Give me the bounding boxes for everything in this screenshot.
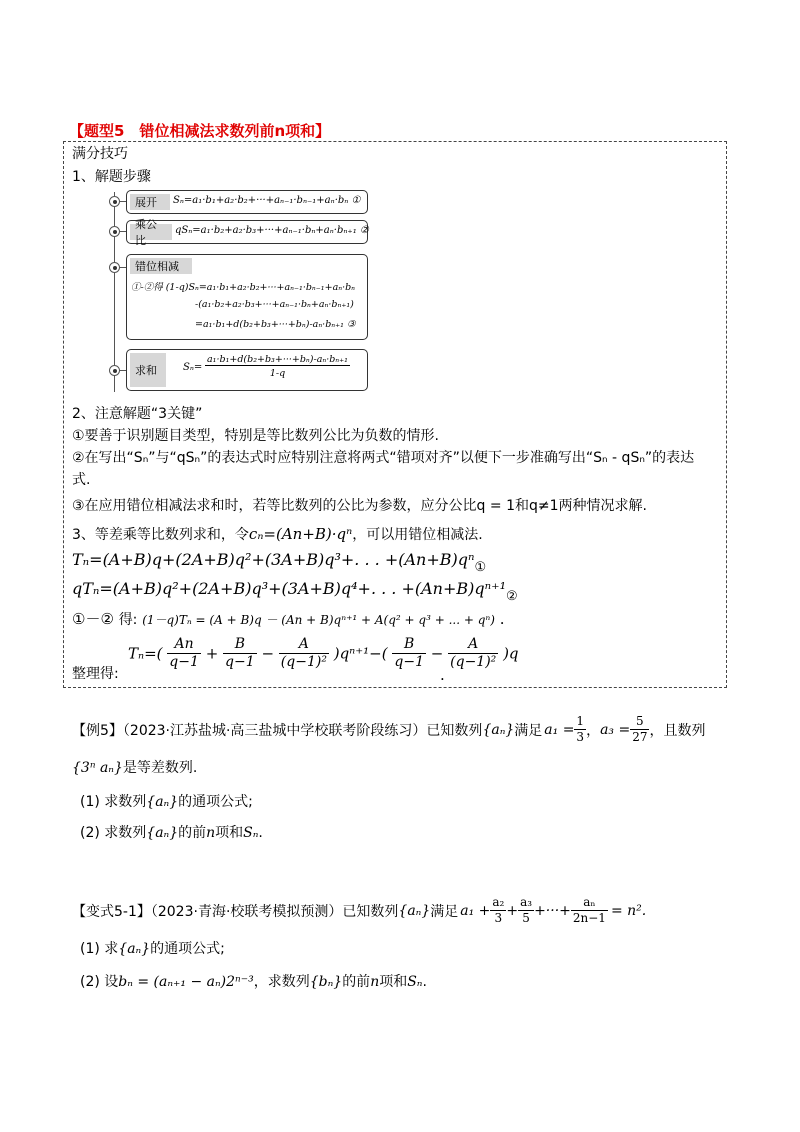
eq3-de: 得: [118, 612, 138, 628]
step3-suffix: ，可以用错位相减法. [352, 527, 483, 543]
example5-line2: {3ⁿ aₙ}是等差数列. [72, 760, 198, 776]
frac-a3: $\frac{5}{27}$ [632, 714, 648, 744]
step-formula-line: =a₁·b₁+d(b₂+b₃+···+bₙ)-aₙ·bₙ₊₁ ③ [195, 319, 356, 330]
variant5-1-line1: 【变式5-1】（2023·青海·校联考模拟预测）已知数列 {aₙ} 满足 a₁ + $\frac{\text{a₂}}{3}$ + $\frac{\text{a₃}}{5}$ +···+ $\frac{\text{aₙ}}{2n-1}$ = n². [72, 895, 647, 925]
step1-title: 1、解题步骤 [72, 169, 151, 185]
frac-a1: $\frac{1}{3}$ [576, 714, 585, 744]
example5-head: 【例5】（2023·江苏盐城·高三盐城中学校联考阶段练习）已知数列 [72, 722, 483, 739]
eq4-dot: . [440, 666, 445, 684]
example5-mid: 满足 [514, 722, 543, 739]
equation-3 [72, 608, 505, 629]
frac-a3: $\frac{\text{a₃}}{5}$ [520, 895, 533, 925]
key-point-2-cont: 式. [72, 472, 91, 488]
eq1-mark: ① [474, 560, 487, 575]
eq3-end: . [499, 610, 505, 628]
equation-2: qTₙ=(A+B)q²+(2A+B)q³+(3A+B)q⁴+. . . $+(An+B)q^{n+1}_②$ [72, 579, 518, 604]
section-title: 【题型5 错位相减法求数列前n项和】 [69, 122, 331, 140]
example5-line1: 【例5】（2023·江苏盐城·高三盐城中学校联考阶段练习）已知数列 {aₙ} 满足 a₁ = $\frac{1}{3}$ ， a₃ = $\frac{5}{27}$ ，且数列 [72, 714, 706, 744]
frac-a2: $\frac{\text{a₂}}{3}$ [492, 895, 505, 925]
example5-q2: (2) 求数列{aₙ}的前n项和Sₙ. [80, 825, 263, 841]
step-formula: qSₙ=a₁·b₂+a₂·b₃+···+aₙ₋₁·bₙ+aₙ·bₙ₊₁ ② [175, 225, 369, 236]
box-heading: 满分技巧 [72, 146, 128, 162]
steps-connector [114, 192, 115, 392]
variant-head: 【变式5-1】（2023·青海·校联考模拟预测）已知数列 [72, 903, 399, 920]
equation-4: Tₙ=( $\frac{An}{q-1}$ + $\frac{B}{q-1}$ − $\frac{A}{\text{(q−1)²}}$ )qⁿ⁺¹−( $\frac{B}{q-1}$ − $\frac{A}{\text{(q−1)²}}$ )q [128, 636, 519, 670]
sum-numerator: a₁·b₁+d(b₂+b₃+···+bₙ)-aₙ·bₙ₊₁ [207, 354, 348, 365]
eq3-prefix: ①－② [72, 610, 114, 628]
step-subtract [126, 254, 368, 340]
variant5-1-q2: (2) 设bₙ = (aₙ₊₁ − aₙ)2ⁿ⁻³，求数列{bₙ}的前n项和Sₙ. [80, 974, 427, 990]
step-label: 展开 [130, 194, 170, 210]
eq3-body: (1－q)Tₙ = (A + B)q － (An + B)qⁿ⁺¹ + A(q² + q³ + ... + qⁿ) [142, 613, 495, 627]
step-formula: Sₙ=a₁·b₁+a₂·b₂+···+aₙ₋₁·bₙ₋₁+aₙ·bₙ ① [173, 195, 361, 206]
step-label: 错位相减 [130, 258, 192, 274]
step-multiply [126, 218, 369, 247]
frac-b-2: $\frac{B}{q-1}$ [394, 636, 424, 670]
key-point-1: ①要善于识别题目类型，特别是等比数列公比为负数的情形. [72, 428, 439, 444]
frac-a: $\frac{A}{\text{(q−1)²}}$ [280, 636, 327, 670]
step3-cn: cₙ=(An+B)·qⁿ [248, 525, 353, 543]
key-point-3: ③在应用错位相减法求和时，若等比数列的公比为参数，应分公比q = 1和q≠1两种情况求解. [72, 498, 647, 514]
step3-line [72, 524, 483, 544]
step2-title: 2、注意解题“3关键” [72, 406, 203, 422]
step-label: 乘公比 [130, 224, 172, 240]
variant5-1-q1: (1) 求{aₙ}的通项公式; [80, 941, 225, 957]
equation-1: Tₙ=(A+B)q+(2A+B)q²+(3A+B)q³+. . . +(An+B)qⁿ$_①$ [72, 550, 487, 575]
step-label: 求和 [130, 353, 166, 387]
eq2-mark: ② [505, 589, 518, 604]
summary-label: 整理得: [72, 666, 119, 682]
step-sum [126, 349, 368, 391]
frac-b: $\frac{B}{q-1}$ [225, 636, 255, 670]
step-formula-line: ①-②得 (1-q)Sₙ=a₁·b₁+a₂·b₂+···+aₙ₋₁·bₙ₋₁+aₙ·bₙ [131, 282, 356, 293]
step3-prefix: 3、等差乘等比数列求和，令 [72, 527, 249, 543]
step-expand [126, 190, 368, 214]
frac-an: $\frac{An}{q-1}$ [169, 636, 199, 670]
key-point-2: ②在写出“Sₙ”与“qSₙ”的表达式时应特别注意将两式“错项对齐”以便下一步准确写出“Sₙ - qSₙ”的表达 [72, 450, 695, 466]
step-formula-line: -(a₁·b₂+a₂·b₃+···+aₙ₋₁·bₙ+aₙ·bₙ₊₁) [195, 299, 354, 310]
example5-q1: (1) 求数列{aₙ}的通项公式; [80, 794, 253, 810]
frac-a-2: $\frac{A}{\text{(q−1)²}}$ [450, 636, 497, 670]
sum-denominator: 1-q [269, 368, 286, 379]
step-formula-prefix: Sₙ= [183, 362, 203, 373]
frac-an: $\frac{\text{aₙ}}{2n-1}$ [572, 895, 606, 925]
example5-seq: {aₙ} [482, 721, 515, 738]
